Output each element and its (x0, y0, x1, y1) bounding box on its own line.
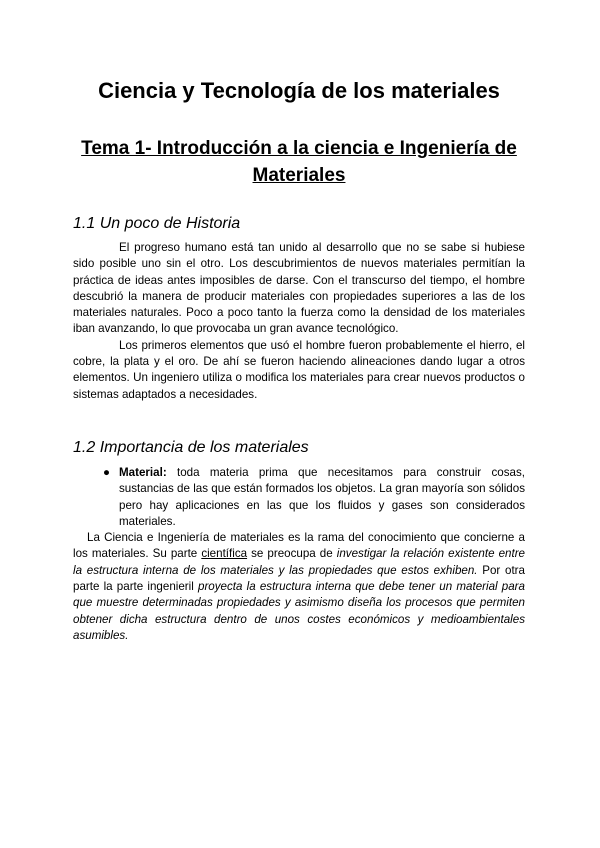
italic-run: investigar la relación existente entre la estructura interna de los materiales y las propiedades que estos exhiben. (73, 547, 525, 577)
paragraph-primeros-elementos: Los primeros elementos que usó el hombre fueron probablemente el hierro, el cobre, la plata y el oro. De ahí se fueron haciendo alineaciones dando lugar a otros elementos. Un ingeniero utiliza o modifica los materiales para crear nuevos productos o sistemas adaptados a necesidades. (73, 338, 525, 401)
paragraph-ciencia-ingenieria (73, 530, 525, 644)
section-historia (73, 213, 525, 403)
section-importancia (73, 437, 525, 644)
italic-run: proyecta la estructura interna que debe tener un material para que muestre determinadas propiedades y asimismo diseña los procesos que permiten obtener dicha estructura dentro de unos costes económicos y medioambientales asumibles. (73, 580, 525, 642)
bullet-label: Material: (119, 465, 167, 479)
topic-title: Tema 1- Introducción a la ciencia e Ingeniería de Materiales (81, 138, 517, 186)
bullet-icon: ● (103, 465, 111, 479)
bullet-list (73, 465, 525, 530)
section-heading-importancia: 1.2 Importancia de los materiales (73, 438, 309, 456)
bullet-text: toda materia prima que necesitamos para construir cosas, sustancias de las que están formados los objetos. La gran mayoría son sólidos pero hay aplicaciones en las que los fluidos y gases son considerados materiales. (119, 465, 525, 528)
paragraph-progreso: El progreso humano está tan unido al desarrollo que no se sabe si hubiese sido posible uno sin el otro. Los descubrimientos de nuevos materiales permitían la práctica de ideas antes imposibles de darse. Con el transcurso del tiempo, el hombre descubrió la manera de producir materiales con propiedades superiores a las de los materiales naturales. Poco a poco tanto la fuerza como la densidad de los materiales iban avanzando, lo que provocaba un gran avance tecnológico. (73, 241, 525, 336)
underlined-term: científica (201, 547, 248, 561)
document-title: Ciencia y Tecnología de los materiales (98, 78, 500, 103)
text-run: Por otra parte la parte ingenieril (73, 563, 525, 594)
text-run: se preocupa de (247, 547, 337, 561)
list-item (103, 465, 525, 530)
text-run: La Ciencia e Ingeniería de materiales es la rama del conocimiento que concierne a los materiales. Su parte (73, 531, 525, 561)
section-heading-historia: 1.1 Un poco de Historia (73, 215, 241, 232)
